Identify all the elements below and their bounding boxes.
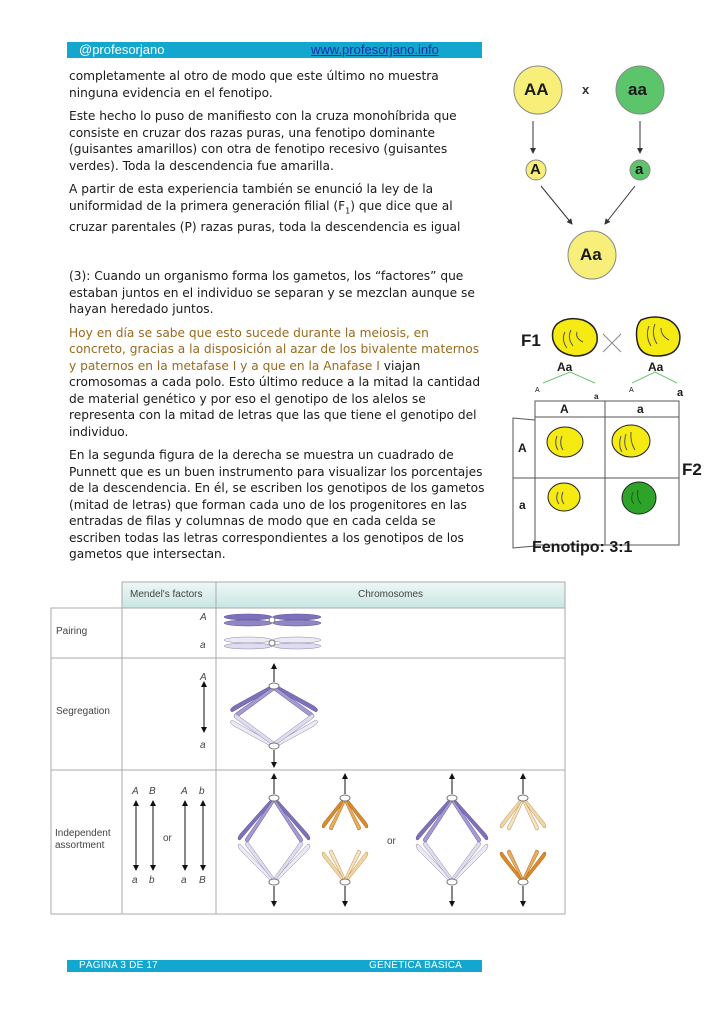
gamete-right-a: a [677,387,684,399]
row-label-pairing: Pairing [56,626,88,637]
paragraph-6: En la segunda figura de la derecha se muestra un cuadrado de Punnett que es un buen instrumento para visualizar los porcentajes de la descendencia. En él, se escriben los genotipos de los gametos (mitad de letras) que forman cada uno de los progenitores en las entradas de filas y columnas de modo que en cada celda se escriben todas las letras correspondientes a los genotipos de los gametos que intersectan. [69,448,485,561]
paragraph-3: A partir de esta experiencia también se enunció la ley de la uniformidad de la primera generación filial $(F_1)$ que dice que al cruzar parentales (P) razas puras, toda la descendencia es igual [69,182,461,235]
gamete-left-a: a [594,392,599,401]
assort-top-B: B [149,786,156,797]
gamete-right-label: a [635,161,644,178]
parent-right-label: aa [628,80,647,99]
row-label-independent-assortment: Independent assortment [55,828,111,851]
segregation-factor-A: A [200,672,207,683]
segregation-factor-a: a [200,740,206,751]
gamete-left-A: A [535,387,540,394]
f2-label: F2 [682,460,702,479]
cell-pea-Aa-bottom [548,483,580,511]
pairing-factor-a: a [200,640,206,651]
pairing-chromosome-A [224,614,321,626]
gamete-left-label: A [530,161,541,178]
cell-pea-aa [622,482,656,514]
parent-left-genotype: Aa [557,360,573,374]
chromosome-behavior-table [50,580,568,916]
assort-bottom-b: b [149,875,155,886]
pairing-chromosome-a [224,637,321,649]
assort-bottom-B: B [199,875,206,886]
pairing-factor-A: A [200,612,207,623]
f1-label: F1 [521,331,541,350]
chromosome-table-graphic [50,580,568,916]
pea-parent-left [553,319,598,356]
website-link[interactable]: www.profesorjano.info [311,42,439,57]
monohybrid-cross-figure [500,55,690,295]
arrow-right-diag [605,186,635,224]
paragraph-5: Hoy en día se sabe que esto sucede durante la meiosis, en concreto, gracias a la disposición al azar de los bivalente maternos y paternos en la metafase I y a que en la Anafase I viajan cromosomas a cada polo. Esto último reduce a la mitad la cantidad de material genético y por eso el genotipo de los alelos se representa con la mitad de letras que las que tiene el genotipo del individuo. [69,325,481,439]
gamete-right-A: A [629,387,634,394]
header-chromosomes: Chromosomes [358,589,424,600]
page-number: PÁGINA 3 DE 17 [79,960,158,971]
cell-pea-AA [547,427,583,457]
arrow-left-diag [541,186,572,224]
segregation-chromosome-A [230,666,317,718]
body-text-block-1 [69,68,489,243]
offspring-label: Aa [580,245,602,264]
assortment-chromosomes-option-1 [238,776,368,904]
row-header-A: A [518,441,527,455]
assort-factors-or: or [163,833,172,844]
segregation-chromosome-a [230,714,317,765]
phenotype-ratio: Fenotipo: 3:1 [532,539,633,556]
parent-left-label: AA [524,80,549,99]
body-text-block-2 [69,268,489,570]
table-border [51,608,565,914]
punnett-square-figure [505,310,724,565]
chromosomes-or: or [387,836,396,847]
assort-top-A: A [132,786,139,797]
column-header-box [535,401,679,417]
column-header-A: A [560,402,569,416]
row-header-a: a [519,498,526,512]
paragraph-1: completamente al otro de modo que este último no muestra ninguna evidencia en el fenotipo. [69,69,439,100]
header-mendels-factors: Mendel's factors [130,589,203,600]
header-band [67,42,482,58]
pea-parent-right [637,317,680,356]
parent-right-genotype: Aa [648,360,664,374]
assort-bottom-a2: a [181,875,187,886]
paragraph-2: Este hecho lo puso de manifiesto con la cruza monohíbrida que consiste en cruzar dos razas puras, una fenotipo dominante (guisantes amarillos) con otra de fenotipo recesivo (guisantes verdes). Toda la descendencia fue amarilla. [69,109,457,173]
assortment-chromosomes-option-2 [416,776,546,904]
footer-band [67,960,482,972]
highlighted-text: Hoy en día se sabe que esto sucede durante la meiosis, en concreto, gracias a la disposición al azar de los bivalente maternos y paternos en la metafase I y a que en la Anafase I [69,325,480,373]
section-title: GENÉTICA BÁSICA [368,960,462,971]
assort-top-b: b [199,786,205,797]
paragraph-4: (3): Cuando un organismo forma los gametos, los “factores” que estaban juntos en el individuo se separan y se mezclan aunque se hayan heredado juntos. [69,269,475,316]
assort-bottom-a: a [132,875,138,886]
row-label-segregation: Segregation [56,706,110,717]
column-header-a: a [637,402,644,416]
row-header-box [513,418,535,548]
cross-symbol: x [582,82,590,97]
assort-top-A2: A [181,786,188,797]
author-handle: @profesorjano [79,42,165,57]
